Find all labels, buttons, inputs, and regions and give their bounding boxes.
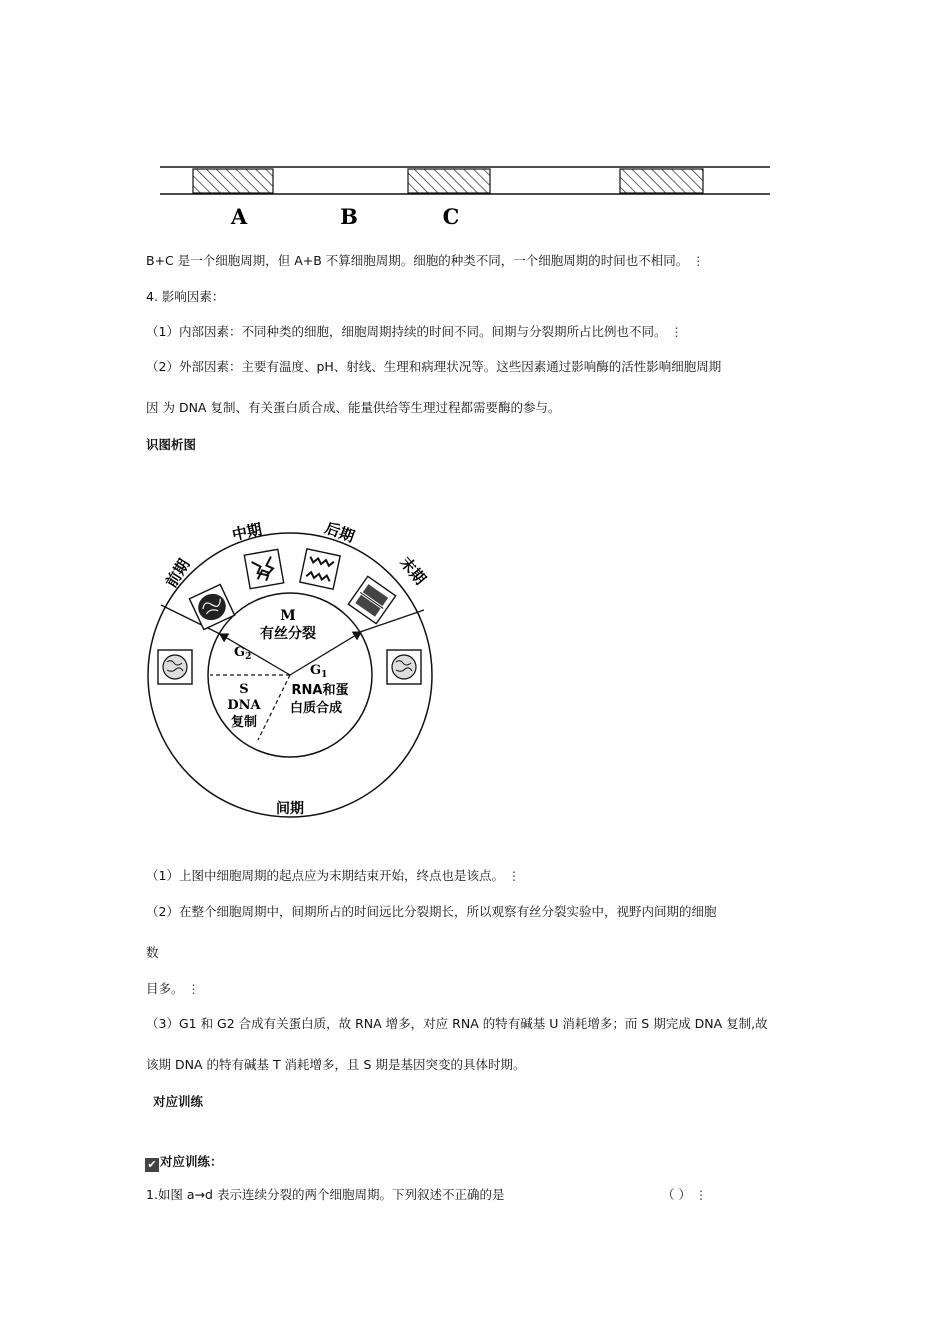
s-line1: DNA bbox=[227, 698, 261, 713]
bar-label-b: B bbox=[340, 204, 358, 229]
interphase-cell-left bbox=[158, 650, 192, 684]
label-metaphase: 中期 bbox=[230, 520, 264, 545]
note-text: 目多。 bbox=[146, 981, 184, 996]
paragraph-mark: ⋮ bbox=[692, 254, 705, 268]
training-title: 对应训练 bbox=[153, 1094, 204, 1109]
interphase-label: 间期 bbox=[276, 801, 304, 817]
interphase-cell-right bbox=[387, 650, 421, 684]
note-interphase-line3 bbox=[146, 981, 200, 997]
bar-label-a: A bbox=[230, 204, 248, 229]
telophase-cell bbox=[348, 576, 395, 623]
answer-paren: （ ） bbox=[662, 1187, 691, 1202]
question-text: 1.如图 a→d 表示连续分裂的两个细胞周期。下列叙述不正确的是 bbox=[146, 1187, 505, 1202]
item-external-factors-line2: 因 为 DNA 复制、有关蛋白质合成、能量供给等生理过程都需要酶的参与。 bbox=[146, 400, 561, 415]
training-title-text: 对应训练： bbox=[160, 1154, 223, 1169]
metaphase-cell bbox=[244, 549, 283, 588]
cell-cycle-bar-diagram bbox=[155, 158, 780, 233]
anaphase-cell bbox=[300, 549, 340, 589]
question-1 bbox=[146, 1187, 504, 1203]
paragraph-mark: ⋮ bbox=[694, 1188, 707, 1202]
note-text: （1）上图中细胞周期的起点应为末期结束开始，终点也是该点。 bbox=[146, 868, 504, 883]
m-label: 有丝分裂 bbox=[260, 626, 316, 642]
cell-cycle-circle-diagram bbox=[140, 510, 450, 830]
paragraph-cycle-definition bbox=[146, 253, 704, 269]
bar-segment-c-start bbox=[408, 169, 490, 193]
g2-label: $G_2$ bbox=[234, 645, 252, 662]
paragraph-mark: ⋮ bbox=[670, 325, 683, 339]
note-rna-line1: （3）G1 和 G2 合成有关蛋白质，故 RNA 增多，对应 RNA 的特有碱基 U 消耗增多；而 S 期完成 DNA 复制,故 bbox=[146, 1016, 768, 1031]
note-interphase-line1: （2）在整个细胞周期中，间期所占的时间远比分裂期长，所以观察有丝分裂实验中，视野内间期的细胞 bbox=[146, 904, 717, 919]
training-title-checked bbox=[145, 1154, 223, 1172]
checkbox-icon: ✔ bbox=[145, 1158, 159, 1172]
label-anaphase: 后期 bbox=[322, 518, 357, 546]
heading-influence-factors: 4. 影响因素： bbox=[146, 289, 225, 304]
paragraph-text: B+C 是一个细胞周期，但 A+B 不算细胞周期。细胞的种类不同，一个细胞周期的时间也不相同。 bbox=[146, 253, 689, 268]
bar-label-c: C bbox=[442, 204, 460, 229]
item-text: （1）内部因素：不同种类的细胞，细胞周期持续的时间不同。间期与分裂期所占比例也不同。 bbox=[146, 324, 667, 339]
g1-line2: 白质合成 bbox=[289, 701, 343, 716]
note-rna-line2: 该期 DNA 的特有碱基 T 消耗增多，且 S 期是基因突变的具体时期。 bbox=[146, 1057, 526, 1072]
s-line2: 复制 bbox=[230, 715, 258, 730]
note-start-point bbox=[146, 868, 520, 884]
label-telophase: 末期 bbox=[396, 553, 430, 589]
paragraph-mark: ⋮ bbox=[507, 869, 520, 883]
question-1-answer bbox=[662, 1187, 707, 1203]
s-title: S bbox=[239, 682, 249, 697]
bar-segment-next bbox=[620, 169, 703, 193]
label-prophase: 前期 bbox=[162, 555, 194, 591]
item-external-factors-line1: （2）外部因素：主要有温度、pH、射线、生理和病理状况等。这些因素通过影响酶的活性影响细胞周期 bbox=[146, 359, 722, 374]
g1-label: $G_1$ bbox=[310, 663, 328, 680]
m-title: M bbox=[280, 608, 296, 624]
paragraph-mark: ⋮ bbox=[187, 982, 200, 996]
note-interphase-line2: 数 bbox=[146, 945, 159, 960]
bar-segment-a bbox=[193, 169, 273, 193]
section-title: 识图析图 bbox=[146, 437, 197, 452]
item-internal-factors bbox=[146, 324, 682, 340]
g1-line1: RNA和蛋 bbox=[291, 683, 349, 698]
